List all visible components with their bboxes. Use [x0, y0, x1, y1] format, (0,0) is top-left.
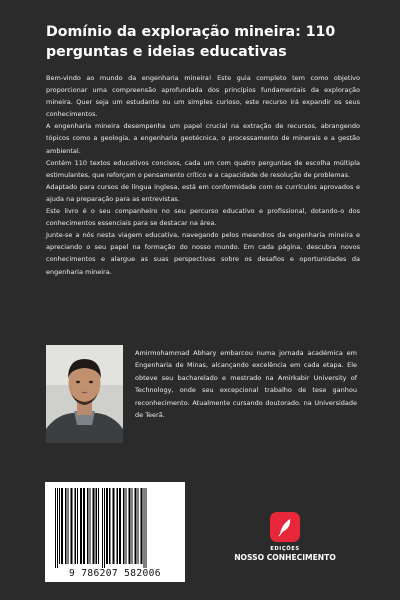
barcode-bar	[106, 488, 108, 564]
publisher-block	[230, 512, 340, 562]
barcode-bars	[53, 488, 177, 568]
barcode-bar	[90, 488, 91, 564]
barcode-bar	[113, 488, 115, 564]
publisher-logo	[270, 512, 300, 542]
barcode-bar	[104, 488, 105, 568]
barcode-bar	[61, 488, 63, 564]
barcode-bar	[141, 488, 143, 564]
description-paragraph: Junte-se a nós nesta viagem educativa, navegando pelos meandros da engenharia mineira e apreciando o seu papel na formação do nosso mundo. Em cada página, descubra novos conhecimentos e alargue as suas perspectivas sobre os desafios e oportunidades da engenharia mineira.	[46, 231, 360, 276]
quill-feather-icon	[270, 512, 300, 542]
barcode-bar	[96, 488, 98, 564]
barcode-bar	[80, 488, 82, 564]
barcode-bar	[123, 488, 125, 564]
barcode-bar	[129, 488, 131, 564]
book-description	[46, 72, 360, 278]
barcode-bar	[98, 488, 99, 564]
author-bio: Amirmohammad Abhary embarcou numa jornada académica em Engenharia de Minas, alcançando excelência em cada etapa. Ele obteve seu bacharelado e mestrado na Amirkabir University of Technology, onde seu excepcional trabalho de tese ganhou reconhecimento. Atualmente cursando doutorado. na Universidade de Teerã.	[135, 349, 357, 420]
isbn-number: 9 786207 582006	[69, 568, 161, 579]
barcode-bar	[109, 488, 111, 564]
description-paragraph: Adaptado para cursos de língua inglesa, está em conformidade com os currículos aprovados e ajuda na preparação para as entrevistas.	[46, 182, 360, 203]
barcode-bar	[87, 488, 89, 564]
barcode-bar	[65, 488, 67, 564]
barcode-bar	[102, 488, 103, 568]
barcode-bar	[126, 488, 127, 564]
description-paragraph: Contém 110 textos educativos concisos, cada um com quatro perguntas de escolha múltipla estimulantes, que reforçam o pensamento crítico e a capacidade de resolução de problemas.	[46, 158, 360, 179]
barcode-bar	[68, 488, 69, 564]
barcode-bar	[59, 488, 60, 564]
barcode-bar	[75, 488, 77, 564]
description-paragraph: Este livro é o seu companheiro no seu percurso educativo e profissional, dotando-o dos conhecimentos essenciais para se destacar na área.	[46, 207, 360, 228]
barcode-bar	[119, 488, 121, 564]
publisher-name: NOSSO CONHECIMENTO	[234, 553, 336, 562]
book-title: Domínio da exploração mineira: 110 perguntas e ideias educativas	[46, 24, 336, 60]
barcode-bar	[117, 488, 119, 564]
barcode-bar	[93, 488, 95, 564]
barcode-bar	[55, 488, 56, 568]
author-photo	[46, 345, 123, 443]
barcode-bar	[71, 488, 73, 564]
author-portrait-icon	[46, 345, 123, 443]
barcode-bar	[57, 488, 58, 568]
barcode-bar	[135, 488, 137, 564]
publisher-line-editions: EDIÇÕES	[270, 546, 300, 552]
description-paragraph: A engenharia mineira desempenha um papel crucial na extração de recursos, abrangendo tópicos como a geologia, a engenharia geotécnica, o processamento de minerais e a gestão ambiental.	[46, 122, 360, 155]
isbn-barcode	[45, 482, 185, 582]
barcode-bar	[146, 488, 147, 568]
description-paragraph: Bem-vindo ao mundo da engenharia mineira! Este guia completo tem como objetivo proporcionar uma compreensão aprofundada dos princípios fundamentais da exploração mineira. Quer seja um estudante ou um simples curioso, este recurso irá expandir os seus conhecimentos.	[46, 74, 360, 119]
barcode-bar	[138, 488, 139, 564]
barcode-bar	[77, 488, 78, 564]
barcode-bar	[132, 488, 133, 564]
barcode-bar	[144, 488, 145, 568]
barcode-bar	[83, 488, 85, 564]
